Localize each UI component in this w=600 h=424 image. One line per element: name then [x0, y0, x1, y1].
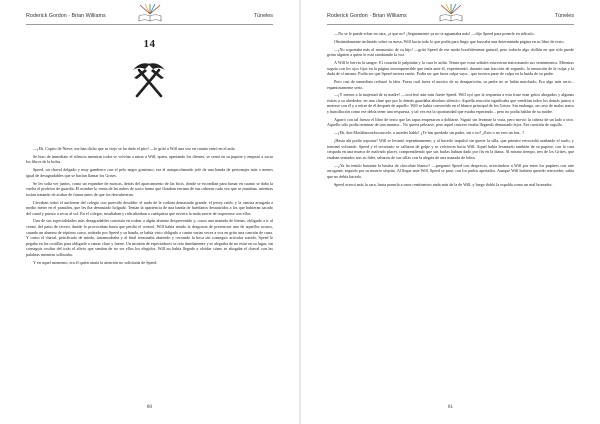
- paragraph: —No se le puede echar en cara, ¿a que no? ¡Seguramente ya no te aguantaba más! —dijo Speed para ponerle en ridículo.: [334, 31, 535, 36]
- paragraph: Pero casi de inmediato rechazó la idea. Fuera cual fuera el motivo de su desaparición, su padre no se había marchado. Era algo más serio... espantosamente serio.: [327, 78, 574, 90]
- right-page: [301, 0, 600, 424]
- running-title: Túneles: [253, 13, 273, 19]
- paragraph: Se hizo de inmediato el silencio mientras todos se volvían a mirar a Will, quien, apretando los dientes, se sentó en su pupitre y empezó a sacar los libros de la bolsa.: [26, 153, 273, 165]
- paragraph: Speed acercó más la cara, hasta ponerla a unos centímetros nada más de la de Will, y luego dobló la espalda como un mal boxeador.: [334, 181, 553, 187]
- paragraph: Y en aquel momento, era él quien atraía la atención no solicitada de Speed.: [33, 259, 158, 265]
- paragraph: —¡No soportaba más al monstruito de su hijo! —gritó Speed de ese modo horriblemente gutural, pero todavía algo chillón en que sólo puede gritar alguien a quien le está cambiando la voz.: [327, 46, 574, 58]
- open-book-sparkle-icon: [437, 4, 465, 24]
- header-rule: [26, 24, 273, 25]
- open-book-sparkle-icon: [136, 4, 164, 24]
- running-author: Roderick Gordon · Brian Williams: [26, 13, 106, 19]
- paragraph: —¡Y menos a la majestad de tu madre! —vociferó aún más fuerte Speed. Will oyó que la respuesta a esta frase eran gritos ahogados y algunas risitas a su alrededor, en una clase que por lo demás guardaba absoluto silencio. Aquella reacción significaba que vendrían todos los demás juntos a meterse con él y a reírse de él después de aquello. Will se había convertido en el blanco principal de los Grises. Sin embargo, un caso de malos tratos y humillación como ese debía tener una respuesta, y tal vez era la oportunidad que estaba esperando... pero no podía hablar de su madre.: [327, 92, 574, 115]
- paragraph: —¡Eh, Copito de Nieve, me han dicho que tu viejo se ha dado el piro! —le gritó a Will una voz en cuanto entró en el aula.: [33, 146, 236, 151]
- paragraph: —¡Eh, don Mashbaconchoosucele, a ustedes hablo! ¿Te has quedado sin padre, sin o no? ¿Eres o no eres un bas...?: [334, 130, 525, 136]
- paragraph: ¡Hasta ahí podía soportar! Will se levantó repentinamente, y al hacerlo impulsó sin querer la silla, que primero retrocedió arañando el suelo, y terminó volcando. Speed y el secretario se callaron de golpe y se volvieron hacia Will. Aquel había levantado también de su pupitre, con la cara crispada en una mueca de malvado placer, comprendiendo que sus burlas habían dado por fin en la diana. Al mismo tiempo, tres de los Grises, que estaban sentados tras su líder, saltaron de sus sillas con la alegría de una manada de lobos.: [327, 138, 574, 160]
- left-page: [0, 0, 299, 424]
- page-number: 80: [147, 405, 152, 410]
- right-page-body: [327, 31, 574, 189]
- paragraph: Una de sus especialidades más desagradables consistía en rodear a algún alumno desprevenido y, como una manada de hienas, obligarle a ir al centro del patio de recreo, donde lo provocaban hasta que perdía el control. Will había tenido la desgracia de presenciar uno de aquellos acosos, cuando un alumno de séptimo curso, rodeado por Speed y su banda, se había visto obligado a cantar varias veces a voz en grito una canción de cuna. Y como el chaval, petrificado de miedo, tartamudeaba y al final terminaba abriendo y cerrando la boca sin conseguir articular sonido, Speed le pegaba en las costillas para obligarle a cantar claro y fuerte. Un montón de espectadores se reía tímidamente y se alegraba de no estar en su lugar, sin conseguir ocultar del todo el alivio que sentían de no ser ellos los elegidos. Will no había llegado a olvidar cómo se ahogaba el chaval con las palabras mientras sollozaba.: [26, 218, 273, 258]
- paragraph: Obstinadamente inclinado sobre su mesa, Will hacía todo lo que podía para fingir que buscaba una determinada página en su libro de texto.: [334, 38, 565, 44]
- paragraph: —¿Ya ha tenido bastante la bastita de chocolate blanco? —preguntó Speed con desprecio, acercándose a Will por entre los pupitres con aire arrogante, seguido por su muerto séquito. Al llegar ante Will, Speed se paró, con los puños apretados. Aunque Will hubiera querido retroceder, sabía que no debía hacerlo.: [327, 162, 574, 179]
- paragraph: Agarró con tal fuerza el libro de texto que las tapas empezaron a doblarse. Siguió sin levantar la vista, pero movió la cabeza de un lado a otro. Aquello sólo podía terminar de una manera... No quería pelearse, pero aquel rastrero estaba llegando demasiado lejos. Era cuestión de orgullo.: [327, 116, 574, 128]
- paragraph: Llevaban todos el uniforme del colegio con parecido desaliño: el nudo de la corbata demasiado grande, el jersey raído, y la camisa arrugada a medio meter en el pantalón, que les iba demasiado holgado. Tenían la apariencia de una banda de huérfanos desnutridos a los que hubieran sacado del canal y puesto a secar al sol. En el colegio, insultaban y ridiculizaban a cualquiera que tuviera la mala suerte de tropezarse con ellos.: [26, 199, 273, 216]
- chapter-number: 14: [143, 38, 156, 50]
- page-number: 81: [448, 405, 453, 410]
- paragraph: Se les solía ver juntos, como un enjambre de moscas, detrás del aparcamiento de las bicis, donde se escondían para fumar en cuanto se daba la vuelta el profesor de guardia. El nombre lo venía de las nubes de sucio humo que flotaban encima de sus cabezas cada vez que se juntaban, mientras tosían tratando de acabar de fumar antes de que los descubrieran.: [26, 180, 273, 197]
- crossed-pickaxes-icon: [131, 58, 167, 100]
- paragraph: A Will le hervía la sangre. El corazón le palpitaba y la cara le ardía. Temía que estas señales estuvieran traicionando sus sentimientos. Mientras seguía con los ojos fijos en la página incomprensible que tenía ante él, experimentó, durante una fracción de segundo, la sensación de la culpa y la duda de sí mismo. Podía ser que Speed tuviera razón. Podía ser que fuera culpa suya... que tuviera parte de culpa en la huida de su padre.: [327, 59, 574, 77]
- left-page-body: [26, 146, 273, 268]
- running-author: Roderick Gordon · Brian Williams: [327, 13, 407, 19]
- right-page-header: [327, 10, 574, 22]
- running-title: Túneles: [554, 13, 574, 19]
- paragraph: Speed, un chaval delgado y muy gamberro con el pelo negro grasiento, era el autoproclamado jefe de una banda de personajes más o menos igual de desagradables que se hacían llamar los Grises.: [26, 167, 273, 178]
- left-page-header: [26, 10, 273, 22]
- header-rule: [327, 24, 574, 25]
